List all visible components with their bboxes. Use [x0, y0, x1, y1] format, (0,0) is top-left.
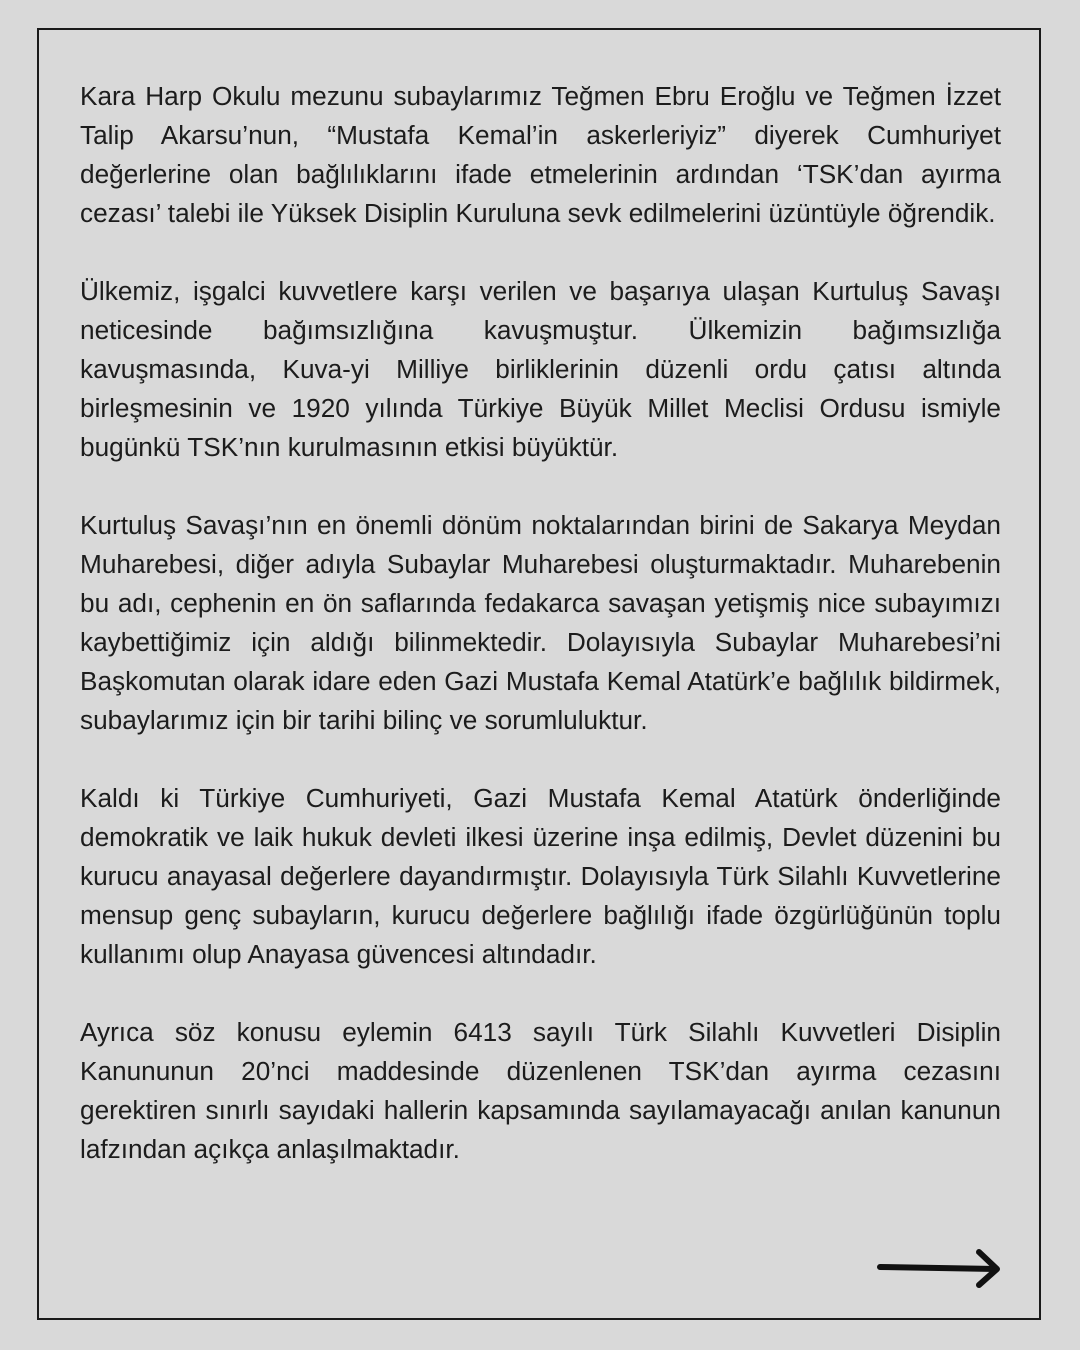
paragraph-1: Kara Harp Okulu mezunu subaylarımız Teğmen Ebru Eroğlu ve Teğmen İzzet Talip Akarsu’nun, “Mustafa Kemal’in askerleriyiz” diyerek Cumhuriyet değerlerine olan bağlılıklarını ifade etmelerinin ardından ‘TSK’dan ayırma cezası’ talebi ile Yüksek Disiplin Kuruluna sevk edilmelerini üzüntüyle öğrendik.: [80, 81, 1001, 228]
paragraph-3: Kurtuluş Savaşı’nın en önemli dönüm noktalarından birini de Sakarya Meydan Muharebesi, diğer adıyla Subaylar Muharebesi oluşturmaktadır. Muharebenin bu adı, cephenin en ön saflarında fedakarca savaşan yetişmiş nice subayımızı kaybettiğimiz için aldığı bilinmektedir. Dolayısıyla Subaylar Muharebesi’ni Başkomutan olarak idare eden Gazi Mustafa Kemal Atatürk’e bağlılık bildirmek, subaylarımız için bir tarihi bilinç ve sorumluluktur.: [80, 510, 1001, 735]
arrow-right-icon[interactable]: [876, 1246, 1004, 1290]
paragraph-4: Kaldı ki Türkiye Cumhuriyeti, Gazi Mustafa Kemal Atatürk önderliğinde demokratik ve laik hukuk devleti ilkesi üzerine inşa edilmiş, Devlet düzenini bu kurucu anayasal değerlere dayandırmıştır. Dolayısıyla Türk Silahlı Kuvvetlerine mensup genç subayların, kurucu değerlere bağlılığı ifade özgürlüğünün toplu kullanımı olup Anayasa güvencesi altındadır.: [80, 783, 1001, 969]
paragraph-5: Ayrıca söz konusu eylemin 6413 sayılı Türk Silahlı Kuvvetleri Disiplin Kanununun 20’nci maddesinde düzenlenen TSK’dan ayırma cezasını gerektiren sınırlı sayıdaki hallerin kapsamında sayılamayacağı anılan kanunun lafzından açıkça anlaşılmaktadır.: [80, 1017, 1001, 1164]
document-body: [80, 77, 1001, 1208]
paragraph-2: Ülkemiz, işgalci kuvvetlere karşı verilen ve başarıya ulaşan Kurtuluş Savaşı neticesinde bağımsızlığına kavuşmuştur. Ülkemizin bağımsızlığa kavuşmasında, Kuva-yi Milliye birliklerinin düzenli ordu çatısı altında birleşmesinin ve 1920 yılında Türkiye Büyük Millet Meclisi Ordusu ismiyle bugünkü TSK’nın kurulmasının etkisi büyüktür.: [80, 276, 1001, 462]
